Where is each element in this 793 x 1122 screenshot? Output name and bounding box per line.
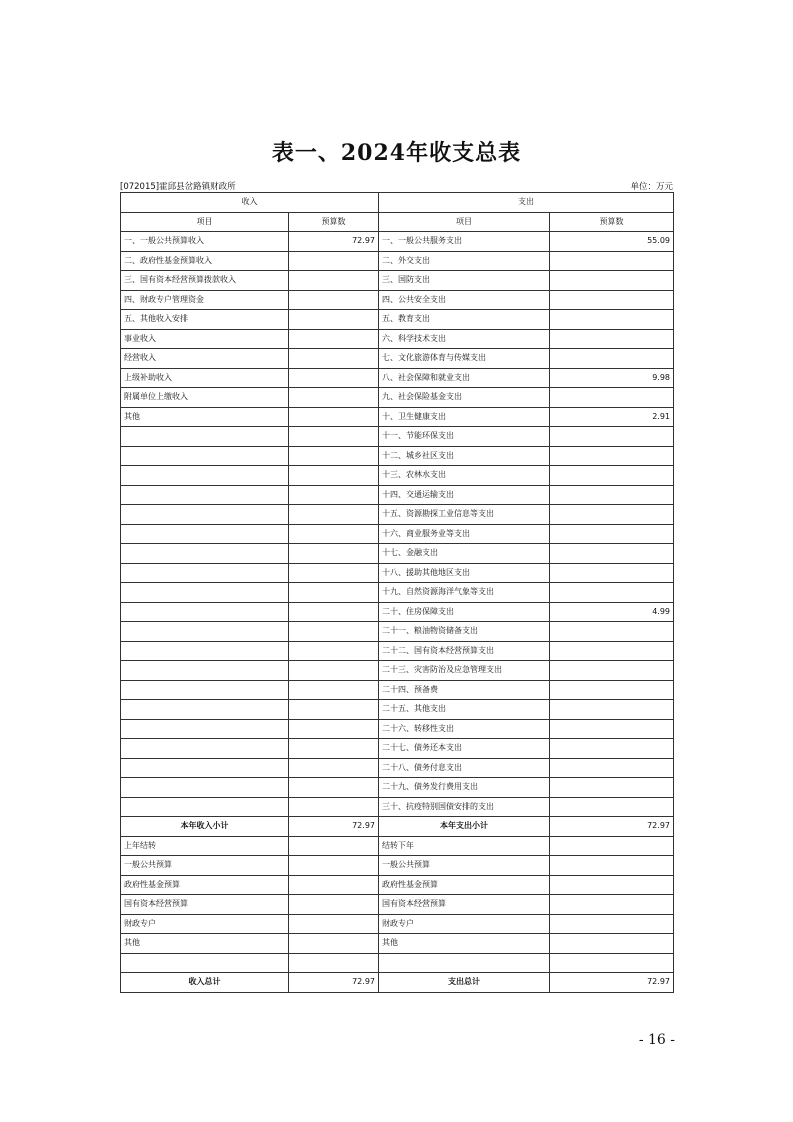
- expense-item-cell: 二十一、粮油物资储备支出: [379, 622, 550, 642]
- income-value-cell: [289, 329, 379, 349]
- income-value-cell: [289, 622, 379, 642]
- expense-item-cell: 十二、城乡社区支出: [379, 446, 550, 466]
- expense-value-cell: [550, 583, 674, 603]
- expense-item-cell: 二十七、债务还本支出: [379, 739, 550, 759]
- income-budget-header: 预算数: [289, 212, 379, 232]
- table-row: [121, 563, 674, 583]
- expense-subtotal-label: 本年支出小计: [379, 817, 550, 837]
- table-row: [121, 407, 674, 427]
- carryover-expense-value-cell: [550, 914, 674, 934]
- carryover-expense-value-cell: [550, 895, 674, 915]
- expense-value-cell: [550, 290, 674, 310]
- carryover-income-cell: 国有资本经营预算: [121, 895, 289, 915]
- income-item-cell: 三、国有资本经营预算拨款收入: [121, 271, 289, 291]
- unit-label: 单位：万元: [630, 182, 673, 192]
- carryover-income-value-cell: [289, 875, 379, 895]
- income-value-cell: [289, 368, 379, 388]
- expense-item-cell: 二十五、其他支出: [379, 700, 550, 720]
- carryover-section: [121, 836, 674, 973]
- carryover-expense-cell: 国有资本经营预算: [379, 895, 550, 915]
- income-value-cell: [289, 485, 379, 505]
- carryover-expense-cell: 其他: [379, 934, 550, 954]
- income-subtotal-value: 72.97: [289, 817, 379, 837]
- carryover-expense-value-cell: [550, 836, 674, 856]
- income-item-cell: 事业收入: [121, 329, 289, 349]
- expense-item-cell: 十三、农林水支出: [379, 466, 550, 486]
- income-item-cell: 经营收入: [121, 349, 289, 369]
- expense-value-cell: [550, 778, 674, 798]
- income-value-cell: [289, 407, 379, 427]
- expense-value-cell: [550, 719, 674, 739]
- carryover-row: [121, 836, 674, 856]
- carryover-row: [121, 934, 674, 954]
- table-row: [121, 329, 674, 349]
- expense-value-cell: [550, 700, 674, 720]
- income-item-cell: 一、一般公共预算收入: [121, 232, 289, 252]
- expense-item-cell: 十、卫生健康支出: [379, 407, 550, 427]
- income-value-cell: [289, 505, 379, 525]
- carryover-expense-value-cell: [550, 953, 674, 973]
- table-row: [121, 290, 674, 310]
- carryover-income-value-cell: [289, 856, 379, 876]
- carryover-income-cell: 财政专户: [121, 914, 289, 934]
- income-item-cell: 其他: [121, 407, 289, 427]
- table-row: [121, 524, 674, 544]
- income-value-cell: [289, 427, 379, 447]
- table-row: [121, 641, 674, 661]
- table-row: [121, 778, 674, 798]
- income-value-cell: [289, 680, 379, 700]
- income-value-cell: [289, 349, 379, 369]
- income-value-cell: [289, 310, 379, 330]
- income-value-cell: [289, 563, 379, 583]
- income-item-cell: [121, 446, 289, 466]
- expense-item-cell: 十八、援助其他地区支出: [379, 563, 550, 583]
- expense-value-cell: [550, 310, 674, 330]
- expense-value-cell: [550, 466, 674, 486]
- income-value-cell: [289, 466, 379, 486]
- expense-item-cell: 十六、商业服务业等支出: [379, 524, 550, 544]
- table-body: [121, 232, 674, 817]
- expense-item-cell: 十四、交通运输支出: [379, 485, 550, 505]
- table-row: [121, 739, 674, 759]
- table-row: [121, 622, 674, 642]
- expense-item-cell: 二十八、债务付息支出: [379, 758, 550, 778]
- expense-value-cell: [550, 680, 674, 700]
- carryover-row: [121, 953, 674, 973]
- income-item-cell: [121, 427, 289, 447]
- expense-item-cell: 二十、住房保障支出: [379, 602, 550, 622]
- income-item-cell: [121, 778, 289, 798]
- expense-item-cell: 二十三、灾害防治及应急管理支出: [379, 661, 550, 681]
- expense-total-value: 72.97: [550, 973, 674, 993]
- income-item-cell: [121, 797, 289, 817]
- carryover-income-cell: 上年结转: [121, 836, 289, 856]
- carryover-expense-cell: 财政专户: [379, 914, 550, 934]
- income-value-cell: [289, 719, 379, 739]
- subtotal-row: [121, 817, 674, 837]
- carryover-income-value-cell: [289, 914, 379, 934]
- expense-value-cell: [550, 524, 674, 544]
- carryover-expense-cell: 结转下年: [379, 836, 550, 856]
- table-row: [121, 661, 674, 681]
- income-item-cell: [121, 485, 289, 505]
- table-row: [121, 368, 674, 388]
- income-item-cell: 五、其他收入安排: [121, 310, 289, 330]
- table-row: [121, 602, 674, 622]
- expense-item-cell: 八、社会保障和就业支出: [379, 368, 550, 388]
- expense-item-cell: 二十九、债务发行费用支出: [379, 778, 550, 798]
- expense-value-cell: [550, 271, 674, 291]
- income-value-cell: [289, 778, 379, 798]
- expense-value-cell: [550, 758, 674, 778]
- table-row: [121, 446, 674, 466]
- expense-value-cell: [550, 388, 674, 408]
- table-row: [121, 758, 674, 778]
- carryover-expense-cell: [379, 953, 550, 973]
- expense-value-cell: [550, 622, 674, 642]
- expense-value-cell: [550, 797, 674, 817]
- expense-item-cell: 六、科学技术支出: [379, 329, 550, 349]
- carryover-row: [121, 895, 674, 915]
- expense-item-cell: 九、社会保险基金支出: [379, 388, 550, 408]
- income-item-cell: [121, 680, 289, 700]
- expense-value-cell: [550, 446, 674, 466]
- table-row: [121, 700, 674, 720]
- expense-item-header: 项目: [379, 212, 550, 232]
- expense-value-cell: [550, 641, 674, 661]
- carryover-income-value-cell: [289, 895, 379, 915]
- income-value-cell: [289, 388, 379, 408]
- expense-value-cell: [550, 251, 674, 271]
- expense-item-cell: 二、外交支出: [379, 251, 550, 271]
- income-total-label: 收入总计: [121, 973, 289, 993]
- expense-value-cell: [550, 544, 674, 564]
- table-row: [121, 271, 674, 291]
- expense-value-cell: [550, 427, 674, 447]
- income-value-cell: [289, 602, 379, 622]
- expense-value-cell: 55.09: [550, 232, 674, 252]
- expense-value-cell: [550, 661, 674, 681]
- carryover-expense-cell: 一般公共预算: [379, 856, 550, 876]
- carryover-expense-cell: 政府性基金预算: [379, 875, 550, 895]
- income-item-cell: 四、财政专户管理资金: [121, 290, 289, 310]
- budget-summary-table: [120, 192, 674, 993]
- expense-value-cell: [550, 329, 674, 349]
- income-item-cell: [121, 544, 289, 564]
- expense-item-cell: 七、文化旅游体育与传媒支出: [379, 349, 550, 369]
- income-value-cell: [289, 446, 379, 466]
- expense-item-cell: 十七、金融支出: [379, 544, 550, 564]
- expense-item-cell: 三、国防支出: [379, 271, 550, 291]
- table-footer: [121, 817, 674, 837]
- expense-item-cell: 五、教育支出: [379, 310, 550, 330]
- income-value-cell: [289, 739, 379, 759]
- income-item-cell: [121, 563, 289, 583]
- expense-value-cell: [550, 349, 674, 369]
- income-value-cell: [289, 641, 379, 661]
- income-value-cell: [289, 758, 379, 778]
- expense-item-cell: 二十四、预备费: [379, 680, 550, 700]
- income-item-cell: [121, 583, 289, 603]
- expense-value-cell: 4.99: [550, 602, 674, 622]
- table-meta: [120, 180, 673, 192]
- table-row: [121, 466, 674, 486]
- table-row: [121, 251, 674, 271]
- carryover-row: [121, 914, 674, 934]
- income-value-cell: [289, 271, 379, 291]
- table-row: [121, 680, 674, 700]
- carryover-income-value-cell: [289, 934, 379, 954]
- income-item-cell: [121, 641, 289, 661]
- income-item-cell: [121, 719, 289, 739]
- income-item-cell: [121, 661, 289, 681]
- carryover-income-cell: 政府性基金预算: [121, 875, 289, 895]
- income-item-cell: [121, 524, 289, 544]
- income-value-cell: [289, 251, 379, 271]
- income-value-cell: [289, 524, 379, 544]
- income-item-cell: [121, 758, 289, 778]
- page-number: - 16 -: [638, 1032, 675, 1048]
- expense-budget-header: 预算数: [550, 212, 674, 232]
- income-section-header: 收入: [121, 193, 379, 213]
- expense-value-cell: [550, 563, 674, 583]
- expense-total-label: 支出总计: [379, 973, 550, 993]
- expense-subtotal-value: 72.97: [550, 817, 674, 837]
- table-row: [121, 797, 674, 817]
- income-value-cell: [289, 583, 379, 603]
- income-value-cell: [289, 797, 379, 817]
- income-item-header: 项目: [121, 212, 289, 232]
- expense-value-cell: [550, 485, 674, 505]
- income-item-cell: 上级补助收入: [121, 368, 289, 388]
- carryover-expense-value-cell: [550, 875, 674, 895]
- income-item-cell: 二、政府性基金预算收入: [121, 251, 289, 271]
- income-value-cell: [289, 700, 379, 720]
- expense-item-cell: 十五、资源勘探工业信息等支出: [379, 505, 550, 525]
- carryover-row: [121, 875, 674, 895]
- table-row: [121, 719, 674, 739]
- income-value-cell: [289, 661, 379, 681]
- table-row: [121, 485, 674, 505]
- section-header-row: [121, 193, 674, 213]
- expense-item-cell: 四、公共安全支出: [379, 290, 550, 310]
- table-row: [121, 349, 674, 369]
- income-item-cell: [121, 466, 289, 486]
- expense-value-cell: 9.98: [550, 368, 674, 388]
- income-value-cell: [289, 544, 379, 564]
- expense-item-cell: 二十六、转移性支出: [379, 719, 550, 739]
- carryover-expense-value-cell: [550, 934, 674, 954]
- expense-item-cell: 三十、抗疫特别国债安排的支出: [379, 797, 550, 817]
- table-row: [121, 232, 674, 252]
- expense-item-cell: 一、一般公共服务支出: [379, 232, 550, 252]
- carryover-income-value-cell: [289, 836, 379, 856]
- income-item-cell: [121, 505, 289, 525]
- carryover-income-cell: [121, 953, 289, 973]
- income-item-cell: 附属单位上缴收入: [121, 388, 289, 408]
- expense-item-cell: 十一、节能环保支出: [379, 427, 550, 447]
- expense-value-cell: 2.91: [550, 407, 674, 427]
- carryover-row: [121, 856, 674, 876]
- income-total-value: 72.97: [289, 973, 379, 993]
- income-item-cell: [121, 700, 289, 720]
- income-item-cell: [121, 622, 289, 642]
- carryover-expense-value-cell: [550, 856, 674, 876]
- table-row: [121, 310, 674, 330]
- page-title: 表一、2024年收支总表: [271, 140, 522, 166]
- carryover-income-cell: 一般公共预算: [121, 856, 289, 876]
- table-row: [121, 583, 674, 603]
- table-row: [121, 544, 674, 564]
- expense-item-cell: 二十二、国有资本经营预算支出: [379, 641, 550, 661]
- expense-value-cell: [550, 739, 674, 759]
- table-row: [121, 427, 674, 447]
- carryover-income-cell: 其他: [121, 934, 289, 954]
- income-value-cell: [289, 290, 379, 310]
- carryover-income-value-cell: [289, 953, 379, 973]
- expense-value-cell: [550, 505, 674, 525]
- organization-label: [072015]霍邱县岔路镇财政所: [120, 182, 236, 192]
- column-header-row: [121, 212, 674, 232]
- income-subtotal-label: 本年收入小计: [121, 817, 289, 837]
- expense-item-cell: 十九、自然资源海洋气象等支出: [379, 583, 550, 603]
- income-item-cell: [121, 602, 289, 622]
- income-item-cell: [121, 739, 289, 759]
- table-row: [121, 505, 674, 525]
- total-row: [121, 973, 674, 993]
- table-row: [121, 388, 674, 408]
- expense-section-header: 支出: [379, 193, 674, 213]
- income-value-cell: 72.97: [289, 232, 379, 252]
